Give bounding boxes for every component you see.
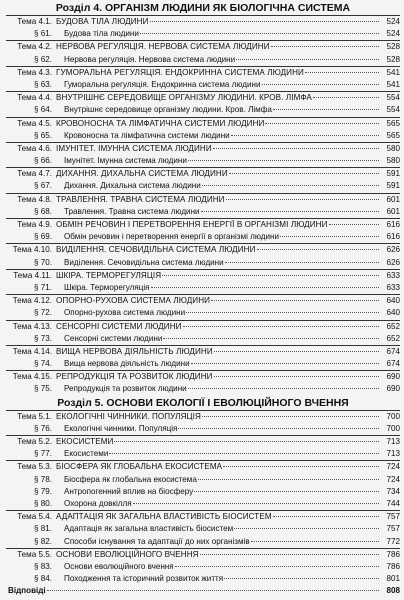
toc-entry-number: Тема 4.3. [17, 67, 52, 77]
toc-topic-row[interactable] [6, 218, 400, 231]
toc-entry-page: 580 [386, 143, 400, 153]
toc-entry-page: 541 [386, 67, 400, 77]
dot-leader [109, 453, 379, 454]
toc-entry-page: 757 [386, 512, 400, 522]
toc-entry-number: § 63. [33, 79, 52, 89]
toc-entry-title: РЕПРОДУКЦІЯ ТА РОЗВИТОК ЛЮДИНИ [56, 372, 213, 382]
toc-entry-page: 700 [386, 411, 400, 421]
toc-entry-title: Кровоносна та лімфатична системи людини [64, 130, 230, 140]
toc-entry-page: 724 [386, 474, 400, 484]
toc-entry-title: Способи існування та адаптації до них організмів [64, 536, 250, 546]
toc-entry-number: Тема 4.5. [17, 118, 52, 128]
toc-entry-page: 601 [386, 194, 400, 204]
toc-entry-title: ВИДІЛЕННЯ. СЕЧОВИДІЛЬНА СИСТЕМА ЛЮДИНИ [56, 245, 256, 255]
toc-entry-page: 554 [386, 105, 400, 115]
dot-leader [47, 590, 379, 591]
toc-entry-number: Тема 4.10. [12, 245, 52, 255]
toc-entry-title: ВИЩА НЕРВОВА ДІЯЛЬНІСТЬ ЛЮДИНИ [56, 346, 213, 356]
dot-leader [280, 236, 379, 237]
toc-entry-page: 633 [386, 282, 400, 292]
toc-entry-title: ТРАВЛЕННЯ. ТРАВНА СИСТЕМА ЛЮДИНИ [56, 194, 225, 204]
toc-entry-page: 616 [386, 232, 400, 242]
toc-entry-title: БУДОВА ТІЛА ЛЮДИНИ [56, 17, 149, 26]
toc-entry-title: Шкіра. Терморегуляція [64, 282, 150, 292]
toc-entry-title: Репродукція та розвиток людини [64, 384, 187, 394]
toc-entry-title: Антропогенний вплив на біосферу [64, 486, 194, 496]
toc-topic-row[interactable] [6, 91, 400, 104]
toc-entry-title: ІМУНІТЕТ. ІМУННА СИСТЕМА ЛЮДИНИ [56, 143, 212, 153]
dot-leader [305, 72, 379, 73]
dot-leader [262, 84, 379, 85]
toc-paragraph-row[interactable] [6, 358, 400, 370]
toc-entry-title: Екологічні чинники. Популяція [64, 423, 178, 433]
toc-entry-title: Сенсорні системи людини [64, 333, 163, 343]
toc-entry-title: ДИХАННЯ. ДИХАЛЬНА СИСТЕМА ЛЮДИНИ [56, 169, 228, 179]
dot-leader [114, 441, 379, 442]
toc-entry-page: 801 [386, 574, 400, 584]
toc-paragraph-row[interactable] [6, 206, 400, 218]
dot-leader [202, 416, 379, 417]
toc-entry-number: Тема 4.1. [17, 17, 52, 26]
toc-entry-title: Опорно-рухова система людини [64, 308, 186, 318]
toc-topic-row[interactable] [6, 66, 400, 79]
dot-leader [188, 160, 379, 161]
dot-leader [140, 33, 379, 34]
toc-entry-page: 640 [386, 308, 400, 318]
toc-entry-page: 674 [386, 346, 400, 356]
dot-leader [229, 173, 379, 174]
dot-leader [150, 21, 379, 22]
toc-topic-row[interactable] [6, 345, 400, 358]
toc-entry-number: Тема 4.12. [12, 296, 52, 306]
toc-paragraph-row[interactable] [6, 282, 400, 294]
toc-paragraph-row[interactable] [6, 155, 400, 167]
toc-entry-title: Вища нервова діяльність людини [64, 359, 190, 369]
toc-entry-page: 652 [386, 321, 400, 331]
toc-paragraph-row[interactable] [6, 130, 400, 142]
toc-paragraph-row[interactable] [6, 474, 400, 486]
toc-entry-number: § 62. [33, 54, 52, 64]
toc-entry-title: ОПОРНО-РУХОВА СИСТЕМА ЛЮДИНИ [56, 296, 211, 306]
toc-entry-page: 565 [386, 118, 400, 128]
toc-entry-page: 713 [386, 449, 400, 459]
toc-entry-number: Тема 5.4. [17, 512, 52, 522]
dot-leader [191, 363, 379, 364]
toc-entry-number: § 72. [33, 308, 52, 318]
dot-leader [251, 541, 379, 542]
toc-entry-number: § 71. [33, 282, 52, 292]
dot-leader [236, 59, 379, 60]
toc-entry-title: Будова тіла людини [64, 29, 139, 39]
section-5-heading: Розділ 5. ОСНОВИ ЕКОЛОГІЇ І ЕВОЛЮЦІЙНОГО ВЧЕННЯ [57, 396, 349, 409]
dot-leader [162, 275, 379, 276]
toc-entry-number: § 77. [33, 449, 52, 459]
toc-entry-title: Охорона довкілля [64, 498, 132, 508]
toc-entry-number: Тема 4.11. [13, 270, 52, 280]
toc-entry-title: БІОСФЕРА ЯК ГЛОБАЛЬНА ЕКОСИСТЕМА [56, 462, 223, 472]
toc-paragraph-row[interactable] [6, 561, 400, 573]
toc-entry-page: 757 [386, 524, 400, 534]
toc-entry-answers[interactable] [6, 585, 400, 597]
toc-entry-page: 565 [386, 130, 400, 140]
toc-topic-row[interactable] [6, 510, 400, 523]
toc-paragraph-row[interactable] [6, 257, 400, 269]
toc-entry-number: § 74. [33, 359, 52, 369]
toc-entry-number: Тема 4.15. [12, 372, 52, 382]
toc-paragraph-row[interactable] [6, 104, 400, 116]
toc-entry-number: Тема 5.5. [17, 549, 52, 559]
toc-entry-number: Тема 5.3. [17, 462, 52, 472]
toc-entry-title: Походження та історичний розвиток життя [64, 574, 224, 584]
toc-entry-title: ЕКОЛОГІЧНІ ЧИННИКИ. ПОПУЛЯЦІЯ [56, 411, 201, 421]
toc-entry-number: Тема 5.2. [17, 437, 52, 446]
toc-entry-title: Виділення. Сечовидільна система людини [64, 257, 224, 267]
toc-topic-row[interactable] [6, 460, 400, 473]
toc-entry-page: 808 [386, 586, 400, 596]
toc-entry-number: § 65. [33, 130, 52, 140]
toc-entry-number: § 83. [33, 561, 52, 571]
dot-leader [214, 376, 379, 377]
dot-leader [183, 326, 379, 327]
toc-paragraph-row[interactable] [6, 486, 400, 498]
toc-entry-title: Імунітет. Імунна система людини [64, 156, 187, 166]
toc-entry-page: 724 [386, 462, 400, 472]
dot-leader [226, 199, 379, 200]
toc-entry-number: § 67. [33, 181, 52, 191]
dot-leader [224, 578, 379, 579]
toc-entry-page: 554 [386, 93, 400, 103]
toc-entry-number: Тема 4.9. [17, 220, 52, 229]
toc-paragraph-row[interactable] [6, 573, 400, 585]
toc-entry-number: Тема 4.2. [17, 42, 52, 52]
section-4-heading: Розділ 4. ОРГАНІЗМ ЛЮДИНИ ЯК БІОЛОГІЧНА СИСТЕМА [55, 2, 351, 14]
toc-entry-page: 700 [386, 423, 400, 433]
dot-leader [329, 224, 379, 225]
toc-paragraph-row[interactable] [6, 383, 400, 395]
toc-entry-page: 524 [386, 17, 400, 26]
dot-leader [201, 211, 379, 212]
toc-entry-title: Обмін речовин і перетворення енергії в організмі людини [64, 232, 279, 242]
toc-entry-title: Гуморальна регуляція. Ендокринна система людини [64, 79, 261, 89]
toc-entry-number: § 61. [33, 29, 52, 39]
toc-entry-number: Тема 4.14. [12, 346, 52, 356]
toc-entry-title: АДАПТАЦІЯ ЯК ЗАГАЛЬНА ВЛАСТИВІСТЬ БІОСИСТЕМ [56, 512, 272, 522]
dot-leader [151, 287, 379, 288]
toc-entry-page: 626 [386, 257, 400, 267]
toc-entry-title: ШКІРА. ТЕРМОРЕГУЛЯЦІЯ [56, 270, 162, 280]
toc-entry-title: Дихання. Дихальна система людини [64, 181, 201, 191]
toc-entry-page: 734 [386, 486, 400, 496]
dot-leader [198, 479, 379, 480]
toc-entry-title: ГУМОРАЛЬНА РЕГУЛЯЦІЯ. ЕНДОКРИННА СИСТЕМА ЛЮДИНИ [56, 67, 304, 77]
toc-entry-title: Адаптація як загальна властивість біосистем [64, 524, 234, 534]
toc-paragraph-row[interactable] [6, 423, 400, 435]
dot-leader [234, 528, 379, 529]
section-5-list [6, 410, 400, 586]
toc-entry-number: Тема 4.7. [17, 169, 52, 179]
toc-entry-number: § 73. [33, 333, 52, 343]
toc-entry-title: Нервова регуляція. Нервова система людини [64, 54, 236, 64]
toc-entry-page: 626 [386, 245, 400, 255]
toc-topic-row[interactable] [6, 370, 400, 383]
toc-paragraph-row[interactable] [6, 54, 400, 66]
toc-topic-row[interactable] [6, 410, 400, 423]
dot-leader [265, 123, 379, 124]
toc-entry-page: 772 [386, 536, 400, 546]
toc-topic-row[interactable] [6, 40, 400, 53]
dot-leader [273, 516, 379, 517]
toc-entry-page: 786 [386, 549, 400, 559]
toc-entry-page: 744 [386, 498, 400, 508]
toc-entry-title: ЕКОСИСТЕМИ [56, 437, 114, 446]
toc-topic-row[interactable] [6, 193, 400, 206]
toc-entry-page: 633 [386, 270, 400, 280]
dot-leader [214, 351, 379, 352]
section-4-list [6, 15, 400, 396]
toc-entry-number: § 70. [33, 257, 52, 267]
toc-entry-title: Відповіді [8, 586, 46, 596]
toc-paragraph-row[interactable] [6, 307, 400, 319]
toc-topic-row[interactable] [6, 548, 400, 561]
dot-leader [213, 148, 379, 149]
dot-leader [133, 503, 379, 504]
toc-entry-title: Основи еволюційного вчення [64, 561, 174, 571]
toc-entry-title: Екосистеми [64, 449, 109, 459]
dot-leader [231, 135, 379, 136]
dot-leader [273, 109, 379, 110]
dot-leader [178, 428, 379, 429]
toc-entry-number: § 81. [33, 524, 52, 534]
toc-entry-page: 690 [386, 372, 400, 382]
toc-entry-title: СЕНСОРНІ СИСТЕМИ ЛЮДИНИ [56, 321, 182, 331]
toc-entry-page: 786 [386, 561, 400, 571]
toc-topic-row[interactable] [6, 15, 400, 28]
toc-entry-number: § 84. [33, 574, 52, 584]
toc-entry-title: КРОВОНОСНА ТА ЛІМФАТИЧНА СИСТЕМИ ЛЮДИНИ [56, 118, 265, 128]
toc-paragraph-row[interactable] [6, 498, 400, 510]
toc-entry-page: 616 [386, 220, 400, 229]
toc-entry-page: 713 [386, 437, 400, 446]
toc-topic-row[interactable] [6, 117, 400, 130]
toc-entry-number: § 64. [33, 105, 52, 115]
toc-entry-number: § 80. [33, 498, 52, 508]
toc-entry-number: Тема 4.8. [17, 194, 52, 204]
toc-entry-number: § 69. [33, 232, 52, 242]
dot-leader [202, 185, 379, 186]
toc-entry-title: Внутрішнє середовище організму людини. Кров. Лімфа [64, 105, 272, 115]
toc-entry-page: 690 [386, 384, 400, 394]
dot-leader [313, 97, 379, 98]
toc-topic-row[interactable] [6, 243, 400, 256]
toc-entry-title: Травлення. Травна система людини [64, 206, 200, 216]
toc-paragraph-row[interactable] [6, 231, 400, 243]
dot-leader [271, 46, 379, 47]
toc-entry-number: § 75. [33, 384, 52, 394]
dot-leader [163, 338, 379, 339]
toc-entry-page: 524 [386, 29, 400, 39]
dot-leader [188, 388, 379, 389]
toc-paragraph-row[interactable] [6, 180, 400, 192]
toc-paragraph-row[interactable] [6, 333, 400, 345]
toc-entry-page: 580 [386, 156, 400, 166]
toc-entry-page: 528 [386, 42, 400, 52]
toc-entry-page: 591 [386, 181, 400, 191]
dot-leader [186, 312, 379, 313]
toc-topic-row[interactable] [6, 320, 400, 333]
toc-entry-number: § 76. [33, 423, 52, 433]
toc-entry-number: Тема 4.6. [17, 143, 52, 153]
toc-entry-page: 601 [386, 206, 400, 216]
toc-topic-row[interactable] [6, 294, 400, 307]
toc-entry-number: Тема 4.13. [12, 321, 52, 331]
toc-paragraph-row[interactable] [6, 28, 400, 40]
toc-entry-page: 652 [386, 333, 400, 343]
toc-topic-row[interactable] [6, 269, 400, 282]
toc-entry-page: 528 [386, 54, 400, 64]
toc-entry-title: ВНУТРІШНЄ СЕРЕДОВИЩЕ ОРГАНІЗМУ ЛЮДИНИ. КРОВ. ЛІМФА [56, 93, 312, 103]
toc-entry-page: 640 [386, 296, 400, 306]
toc-entry-number: Тема 5.1. [17, 411, 52, 421]
toc-entry-number: § 79. [33, 486, 52, 496]
dot-leader [175, 566, 379, 567]
toc-entry-number: § 78. [33, 474, 52, 484]
toc-entry-number: § 82. [33, 536, 52, 546]
toc-topic-row[interactable] [6, 435, 400, 448]
toc-paragraph-row[interactable] [6, 79, 400, 91]
toc-entry-number: § 68. [33, 206, 52, 216]
toc-entry-number: § 66. [33, 156, 52, 166]
dot-leader [211, 300, 379, 301]
dot-leader [200, 554, 379, 555]
toc-entry-page: 674 [386, 359, 400, 369]
toc-paragraph-row[interactable] [6, 448, 400, 460]
dot-leader [257, 249, 379, 250]
toc-entry-number: Тема 4.4. [17, 93, 52, 103]
toc-paragraph-row[interactable] [6, 523, 400, 535]
toc-entry-title: ОБМІН РЕЧОВИН І ПЕРЕТВОРЕННЯ ЕНЕРГІЇ В ОРГАНІЗМІ ЛЮДИНИ [56, 220, 328, 229]
dot-leader [194, 491, 379, 492]
dot-leader [223, 466, 379, 467]
toc-topic-row[interactable] [6, 167, 400, 180]
toc-entry-title: ОСНОВИ ЕВОЛЮЦІЙНОГО ВЧЕННЯ [56, 549, 199, 559]
toc-entry-title: Біосфера як глобальна екосистема [64, 474, 197, 484]
toc-entry-page: 591 [386, 169, 400, 179]
dot-leader [225, 262, 379, 263]
toc-paragraph-row[interactable] [6, 536, 400, 548]
toc-entry-page: 541 [386, 79, 400, 89]
toc-topic-row[interactable] [6, 142, 400, 155]
toc-entry-title: НЕРВОВА РЕГУЛЯЦІЯ. НЕРВОВА СИСТЕМА ЛЮДИНИ [56, 42, 270, 52]
